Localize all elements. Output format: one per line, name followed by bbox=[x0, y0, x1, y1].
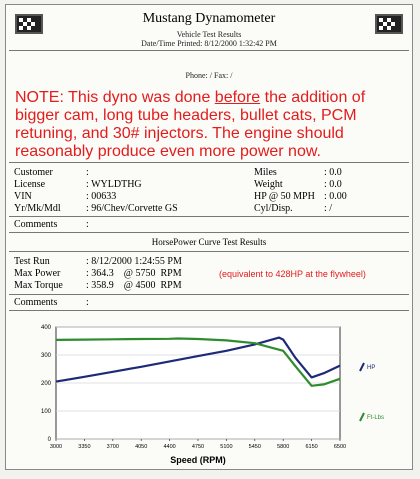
x-tick-label: 5100 bbox=[220, 444, 233, 450]
note-part: the addition of bigger cam, long tube headers, bullet cats, PCM retuning, and 30# injectors. The engine should reasonably produce even more power now. bbox=[15, 89, 366, 160]
x-tick-label: 3350 bbox=[78, 444, 91, 450]
maxtorque-label: Max Torque bbox=[14, 280, 63, 291]
divider bbox=[9, 232, 409, 233]
report-title: Mustang Dynamometer bbox=[142, 11, 276, 26]
maxtorque-value: : 358.9 @ 4500 RPM bbox=[86, 280, 182, 291]
y-tick-label: 400 bbox=[40, 325, 51, 331]
divider bbox=[9, 251, 409, 252]
results-comments-label: Comments bbox=[14, 297, 58, 308]
report-header bbox=[6, 5, 412, 49]
legend-label: HP bbox=[367, 365, 376, 371]
maxpower-label: Max Power bbox=[14, 268, 61, 279]
testrun-value: : 8/12/2000 1:24:55 PM bbox=[86, 256, 182, 267]
x-tick-label: 4400 bbox=[163, 444, 176, 450]
x-tick-label: 6150 bbox=[305, 444, 318, 450]
results-title: HorsePower Curve Test Results bbox=[151, 237, 267, 247]
hp50-value: : 0.00 bbox=[324, 191, 347, 202]
legend-swatch bbox=[360, 413, 364, 421]
x-tick-label: 3000 bbox=[49, 444, 63, 450]
license-value: : WYLDTHG bbox=[86, 179, 142, 190]
flywheel-note: (equivalent to 428HP at the flywheel) bbox=[219, 269, 366, 279]
x-tick-label: 4750 bbox=[191, 444, 205, 450]
divider bbox=[9, 310, 409, 311]
legend-swatch bbox=[360, 363, 364, 371]
y-tick-label: 300 bbox=[40, 353, 51, 359]
x-axis-label: Speed (RPM) bbox=[170, 455, 226, 465]
customer-value: : bbox=[86, 167, 89, 178]
license-label: License bbox=[14, 179, 46, 190]
note-part: NOTE: This dyno was done bbox=[15, 89, 215, 106]
x-tick-label: 5450 bbox=[248, 444, 261, 450]
vin-label: VIN bbox=[14, 191, 32, 202]
print-timestamp: Date/Time Printed: 8/12/2000 1:32:42 PM bbox=[141, 39, 277, 48]
x-tick-label: 6500 bbox=[333, 444, 347, 450]
cyl-value: : / bbox=[324, 203, 333, 214]
cyl-label: Cyl/Disp. bbox=[254, 203, 293, 214]
weight-label: Weight bbox=[254, 179, 283, 190]
x-tick-label: 4050 bbox=[135, 444, 148, 450]
ymm-label: Yr/Mk/Mdl bbox=[14, 203, 61, 214]
y-tick-label: 200 bbox=[40, 381, 51, 387]
hp50-label: HP @ 50 MPH bbox=[254, 191, 315, 202]
power-torque-chart bbox=[6, 317, 412, 469]
legend-label: Ft-Lbs bbox=[367, 415, 385, 421]
y-tick-label: 0 bbox=[47, 437, 51, 443]
vin-value: : 00633 bbox=[86, 191, 117, 202]
note-text bbox=[15, 89, 407, 161]
maxpower-value: : 364.3 @ 5750 RPM bbox=[86, 268, 182, 279]
divider bbox=[9, 50, 409, 51]
comments-value: : bbox=[86, 219, 89, 230]
miles-value: : 0.0 bbox=[324, 167, 342, 178]
miles-label: Miles bbox=[254, 167, 277, 178]
report-subtitle: Vehicle Test Results bbox=[176, 30, 242, 39]
dyno-report-page bbox=[5, 4, 413, 470]
phone-fax-line: Phone: / Fax: / bbox=[185, 71, 233, 80]
y-tick-label: 100 bbox=[40, 409, 51, 415]
note-underlined: before bbox=[214, 89, 261, 106]
divider bbox=[9, 294, 409, 295]
divider bbox=[9, 162, 409, 163]
results-comments-value: : bbox=[86, 297, 89, 308]
divider bbox=[9, 216, 409, 217]
testrun-label: Test Run bbox=[14, 256, 50, 267]
ymm-value: : 96/Chev/Corvette GS bbox=[86, 203, 178, 214]
checkered-flag-icon bbox=[375, 14, 403, 34]
weight-value: : 0.0 bbox=[324, 179, 342, 190]
x-tick-label: 3700 bbox=[106, 444, 119, 450]
comments-label: Comments bbox=[14, 219, 58, 230]
customer-label: Customer bbox=[14, 167, 53, 178]
x-tick-label: 5800 bbox=[277, 444, 290, 450]
